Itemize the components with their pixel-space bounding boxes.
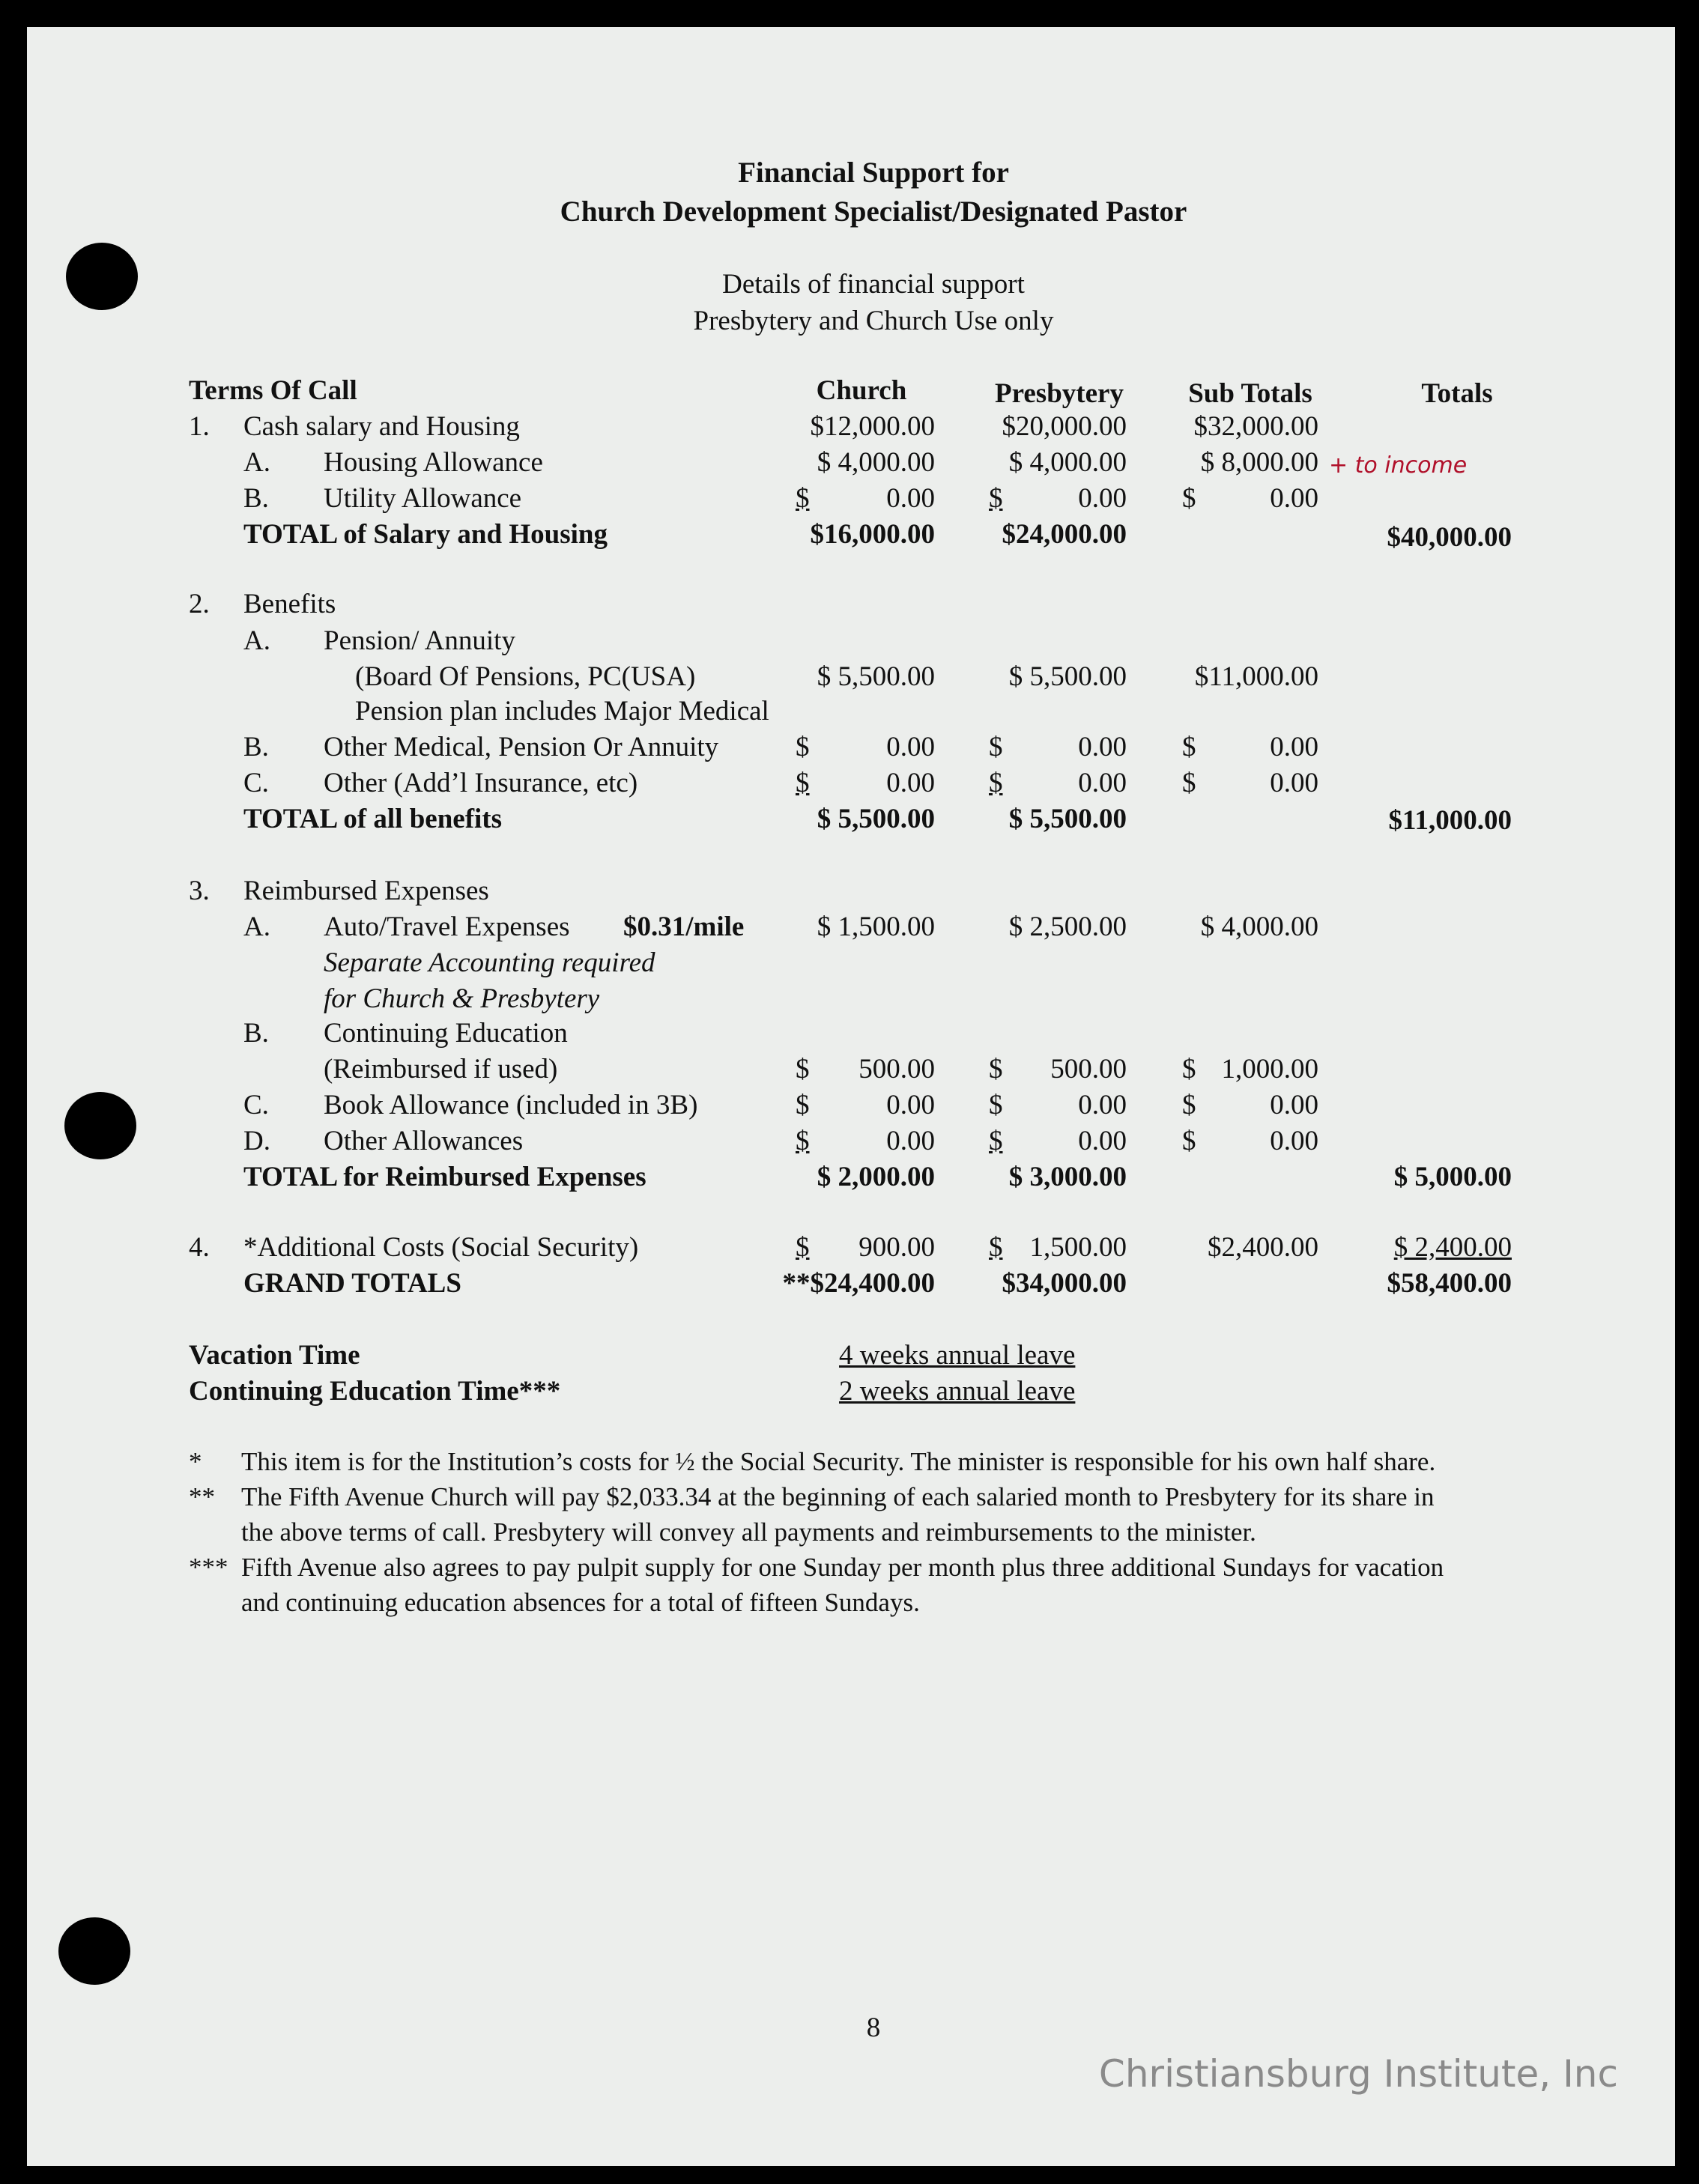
s2-b-church: $ 0.00 [796,732,935,762]
s2-b-presbytery: $ 0.00 [989,732,1127,762]
s3-a-note1: Separate Accounting required [324,947,655,978]
s1-a-label: Housing Allowance [324,447,543,478]
s3-total-label: TOTAL for Reimbursed Expenses [243,1162,646,1192]
header-presbytery: Presbytery [995,378,1124,409]
vacation-value: 4 weeks annual leave [839,1340,1076,1371]
grand-total: $58,400.00 [1387,1268,1512,1299]
grand-total-church: **$24,400.00 [782,1268,935,1299]
s3-b-subtotal: $ 1,000.00 [1182,1054,1318,1085]
s3-d-presbytery: $ 0.00 [989,1126,1127,1156]
grand-total-presbytery: $34,000.00 [1002,1268,1127,1299]
s1-b-church: $ 0.00 [796,483,935,514]
footnote-1: This item is for the Institution’s costs for ½ the Social Security. The minister is responsible for his own half share. [241,1447,1436,1476]
s4-number: 4. [189,1232,210,1263]
punch-hole-bottom [58,1917,130,1985]
s2-a-label: Pension/ Annuity [324,625,515,656]
s2-total-church: $ 5,500.00 [817,804,935,834]
s4-presbytery: $ 1,500.00 [989,1232,1127,1263]
s2-c-letter: C. [243,768,269,798]
s2-c-presbytery: $ 0.00 [989,768,1127,798]
subtitle-line-2: Presbytery and Church Use only [693,306,1054,336]
s1-b-label: Utility Allowance [324,483,522,514]
s3-a-letter: A. [243,911,270,942]
s1-a-subtotal: $ 8,000.00 [1200,447,1318,478]
s1-label: Cash salary and Housing [243,411,520,442]
vacation-label: Vacation Time [189,1340,360,1371]
s3-b-label: Continuing Education [324,1018,568,1049]
s3-c-label: Book Allowance (included in 3B) [324,1090,698,1120]
ce-time-value: 2 weeks annual leave [839,1376,1076,1407]
s3-a-note2: for Church & Presbytery [324,983,600,1014]
s3-total-presbytery: $ 3,000.00 [1008,1162,1127,1192]
watermark: Christiansburg Institute, Inc [1098,2052,1618,2096]
s2-label: Benefits [243,589,336,619]
s1-total: $40,000.00 [1387,522,1512,553]
s3-b-presbytery: $ 500.00 [989,1054,1127,1085]
s1-a-presbytery: $ 4,000.00 [1008,447,1127,478]
s3-number: 3. [189,876,210,906]
s3-d-letter: D. [243,1126,270,1156]
s3-a-label: Auto/Travel Expenses [324,911,570,942]
page-number: 8 [866,2012,881,2043]
s3-b-church: $ 500.00 [796,1054,935,1085]
s3-c-letter: C. [243,1090,269,1120]
s1-a-church: $ 4,000.00 [817,447,935,478]
footnote-1-mark: * [189,1447,202,1476]
s3-label: Reimbursed Expenses [243,876,489,906]
punch-hole-middle [64,1092,136,1159]
s3-a-subtotal: $ 4,000.00 [1200,911,1318,942]
s4-label: *Additional Costs (Social Security) [243,1232,639,1263]
s2-total-presbytery: $ 5,500.00 [1008,804,1127,834]
s2-a-letter: A. [243,625,270,656]
s3-d-church: $ 0.00 [796,1126,935,1156]
footnote-2-line1: The Fifth Avenue Church will pay $2,033.34 at the beginning of each salaried month to Presbytery for its share in [241,1482,1435,1511]
title-line-2: Church Development Specialist/Designated Pastor [560,195,1187,228]
s4-total: $ 2,400.00 [1393,1232,1512,1263]
s3-a-rate: $0.31/mile [623,911,745,942]
s1-b-letter: B. [243,483,269,514]
s2-a-sub2: Pension plan includes Major Medical [355,696,769,727]
s1-total-presbytery: $24,000.00 [1002,519,1127,550]
s1-presbytery: $20,000.00 [1002,411,1127,442]
s2-number: 2. [189,589,210,619]
footnote-3-line1: Fifth Avenue also agrees to pay pulpit supply for one Sunday per month plus three additional Sundays for vacation [241,1553,1444,1582]
handwritten-annotation: + to income [1329,452,1468,479]
s4-subtotal: $2,400.00 [1208,1232,1318,1263]
s2-a-subtotal: $11,000.00 [1194,661,1318,692]
s2-a-church: $ 5,500.00 [817,661,935,692]
s2-a-sub1: (Board Of Pensions, PC(USA) [355,661,696,692]
footnote-2-mark: ** [189,1482,215,1511]
s3-d-subtotal: $ 0.00 [1182,1126,1318,1156]
header-sub-totals: Sub Totals [1188,378,1312,409]
s2-total-label: TOTAL of all benefits [243,804,503,834]
s2-b-subtotal: $ 0.00 [1182,732,1318,762]
s3-total: $ 5,000.00 [1393,1162,1512,1192]
grand-totals-label: GRAND TOTALS [243,1268,461,1299]
s1-total-church: $16,000.00 [810,519,935,550]
s1-a-letter: A. [243,447,270,478]
footnote-3-line2: and continuing education absences for a total of fifteen Sundays. [241,1588,920,1617]
s1-church: $12,000.00 [810,411,935,442]
s4-church: $ 900.00 [796,1232,935,1263]
s3-d-label: Other Allowances [324,1126,524,1156]
s2-total: $11,000.00 [1388,805,1512,836]
s3-a-church: $ 1,500.00 [817,911,935,942]
s3-total-church: $ 2,000.00 [817,1162,935,1192]
header-church: Church [816,375,907,406]
s1-subtotal: $32,000.00 [1193,411,1318,442]
s1-total-label: TOTAL of Salary and Housing [243,519,608,550]
s2-a-presbytery: $ 5,500.00 [1008,661,1127,692]
title-line-1: Financial Support for [738,157,1009,189]
s2-b-label: Other Medical, Pension Or Annuity [324,732,719,762]
s2-c-church: $ 0.00 [796,768,935,798]
s3-a-presbytery: $ 2,500.00 [1008,911,1127,942]
s2-b-letter: B. [243,732,269,762]
s3-c-church: $ 0.00 [796,1090,935,1120]
subtitle-line-1: Details of financial support [722,269,1025,300]
s2-c-label: Other (Add’l Insurance, etc) [324,768,638,798]
s1-b-subtotal: $ 0.00 [1182,483,1318,514]
s1-number: 1. [189,411,210,442]
s3-b-letter: B. [243,1018,269,1049]
header-terms-of-call: Terms Of Call [189,375,357,406]
s2-c-subtotal: $ 0.00 [1182,768,1318,798]
s3-c-presbytery: $ 0.00 [989,1090,1127,1120]
footnote-3-mark: *** [189,1553,228,1582]
header-totals: Totals [1421,378,1493,409]
s3-b-sub: (Reimbursed if used) [324,1054,558,1085]
s3-c-subtotal: $ 0.00 [1182,1090,1318,1120]
s1-b-presbytery: $ 0.00 [989,483,1127,514]
ce-time-label: Continuing Education Time*** [189,1376,561,1407]
footnote-2-line2: the above terms of call. Presbytery will convey all payments and reimbursements to the minister. [241,1517,1256,1547]
